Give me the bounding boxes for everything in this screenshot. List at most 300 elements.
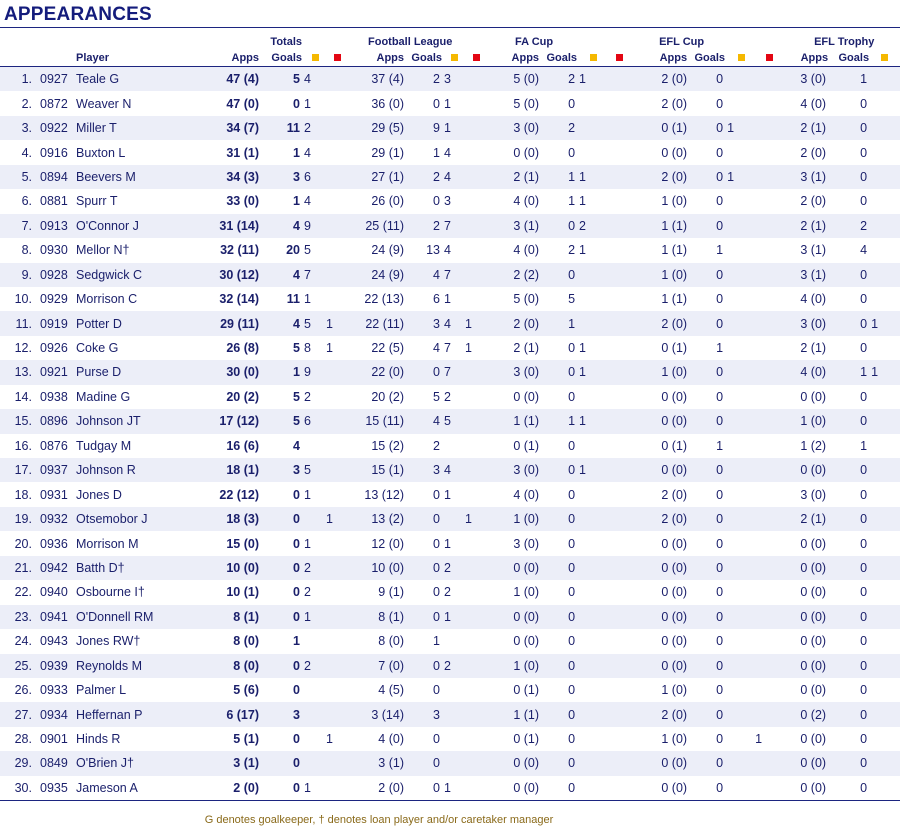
totals-apps: 18 (3)	[211, 507, 265, 531]
efl-cup-yellow	[727, 654, 755, 678]
league-goals: 2	[408, 214, 444, 238]
totals-goals: 0	[265, 654, 304, 678]
fa-cup-goals: 0	[568, 487, 576, 502]
league-apps: 4 (0)	[378, 732, 404, 747]
efl-cup-apps: 0 (0)	[631, 776, 691, 801]
squad-code: 0896	[36, 409, 76, 433]
totals-apps: 20 (2)	[226, 389, 259, 404]
league-apps: 27 (1)	[348, 165, 408, 189]
row-number: 7.	[0, 214, 36, 238]
player-name: Teale G	[76, 67, 211, 92]
league-goals: 3	[408, 458, 444, 482]
player-name: Weaver N	[76, 96, 132, 111]
efl-cup-yellow	[727, 776, 755, 801]
squad-code: 0919	[36, 311, 76, 335]
trophy-apps: 0 (0)	[784, 556, 830, 580]
league-red	[465, 189, 487, 213]
table-row	[0, 67, 900, 92]
squad-code: 0881	[40, 194, 68, 209]
fa-cup-yellow: 1	[579, 341, 586, 356]
efl-cup-yellow	[727, 360, 755, 384]
fa-cup-apps: 5 (0)	[513, 292, 540, 307]
totals-goals: 0	[293, 585, 300, 600]
fa-cup-goals: 0	[568, 536, 576, 551]
fa-cup-goals: 0	[568, 341, 576, 356]
totals-goals: 0	[265, 751, 304, 775]
trophy-apps: 2 (1)	[784, 507, 830, 531]
league-goals: 0	[433, 683, 440, 698]
league-apps: 22 (5)	[371, 341, 404, 356]
efl-cup-goals: 0	[691, 751, 727, 775]
table-row	[0, 751, 900, 775]
player-name: Hinds R	[76, 732, 121, 747]
efl-cup-yellow	[727, 189, 755, 213]
league-red	[465, 556, 487, 580]
efl-cup-red	[755, 263, 784, 287]
fa-cup-yellow: 1	[579, 165, 607, 189]
league-goals: 13	[426, 243, 440, 258]
totals-red: 1	[326, 311, 348, 335]
fa-cup-red	[607, 458, 631, 482]
trophy-goals: 0	[830, 702, 871, 726]
league-yellow: 3	[444, 67, 465, 92]
col-header-apps: Apps	[800, 52, 829, 64]
totals-red	[326, 482, 348, 506]
league-goals: 0	[433, 536, 440, 551]
totals-yellow	[304, 434, 326, 458]
trophy-yellow	[871, 482, 898, 506]
group-header-efl-trophy: EFL Trophy	[814, 36, 875, 48]
trophy-yellow	[871, 214, 898, 238]
trophy-goals: 0	[860, 585, 868, 600]
efl-cup-apps: 0 (0)	[631, 458, 691, 482]
squad-code: 0938	[40, 389, 68, 404]
efl-cup-apps: 2 (0)	[631, 67, 691, 92]
fa-cup-goals: 1	[543, 165, 579, 189]
league-yellow	[444, 629, 465, 653]
totals-red	[326, 263, 348, 287]
player-name: O'Brien J†	[76, 751, 211, 775]
trophy-goals: 1	[830, 67, 871, 92]
efl-cup-goals: 0	[691, 409, 727, 433]
totals-apps: 22 (12)	[219, 487, 259, 502]
fa-cup-red	[607, 165, 631, 189]
league-goals: 0	[433, 487, 440, 502]
fa-cup-yellow	[579, 263, 607, 287]
fa-cup-goals: 0	[543, 605, 579, 629]
trophy-goals: 0	[830, 116, 871, 140]
league-red	[465, 67, 487, 92]
efl-cup-red	[755, 531, 784, 555]
fa-cup-yellow	[579, 91, 607, 115]
league-goals: 4	[408, 263, 444, 287]
row-number: 1.	[0, 67, 36, 92]
league-goals: 0	[433, 732, 440, 747]
trophy-goals: 0	[860, 145, 868, 160]
fa-cup-goals: 0	[543, 776, 579, 801]
efl-cup-yellow	[727, 458, 755, 482]
table-row	[0, 263, 900, 287]
fa-cup-apps: 4 (0)	[513, 487, 540, 502]
row-number: 16.	[14, 438, 32, 453]
trophy-goals: 0	[830, 751, 871, 775]
row-number: 18.	[14, 487, 32, 502]
totals-red: 1	[326, 732, 333, 747]
efl-cup-yellow	[727, 556, 755, 580]
trophy-goals: 0	[830, 776, 871, 801]
row-number: 8.	[21, 243, 32, 258]
league-red	[465, 702, 487, 726]
trophy-apps: 2 (1)	[784, 116, 830, 140]
totals-yellow: 5	[304, 311, 326, 335]
totals-red	[326, 91, 348, 115]
league-red	[465, 214, 487, 238]
fa-cup-apps: 2 (1)	[487, 165, 543, 189]
league-red	[465, 409, 487, 433]
row-number: 20.	[14, 536, 32, 551]
player-name: Johnson R	[76, 458, 211, 482]
efl-cup-goals: 0	[691, 165, 727, 189]
totals-goals: 5	[293, 389, 300, 404]
league-red	[465, 434, 487, 458]
league-apps: 2 (0)	[348, 776, 408, 801]
fa-cup-yellow	[579, 385, 607, 409]
fa-cup-yellow	[579, 482, 607, 506]
row-number: 23.	[0, 605, 36, 629]
totals-apps: 8 (1)	[211, 605, 265, 629]
fa-cup-yellow: 1	[579, 360, 607, 384]
totals-yellow: 1	[304, 292, 311, 307]
fa-cup-yellow: 1	[579, 194, 586, 209]
fa-cup-red	[607, 140, 631, 164]
league-goals: 0	[408, 751, 444, 775]
efl-cup-apps: 0 (1)	[661, 438, 688, 453]
table-row	[0, 458, 900, 482]
league-red	[465, 458, 487, 482]
league-apps: 24 (9)	[348, 263, 408, 287]
player-name: Jones D	[76, 487, 122, 502]
totals-yellow: 7	[304, 263, 326, 287]
appearances-table	[0, 34, 900, 801]
row-number: 14.	[14, 389, 32, 404]
totals-apps: 33 (0)	[226, 194, 259, 209]
col-header-apps: Apps	[511, 52, 540, 64]
efl-cup-red	[755, 409, 784, 433]
totals-red	[326, 409, 348, 433]
trophy-yellow	[871, 189, 898, 213]
efl-cup-apps: 2 (0)	[631, 702, 691, 726]
fa-cup-apps: 5 (0)	[513, 96, 540, 111]
efl-cup-apps: 0 (0)	[631, 654, 691, 678]
fa-cup-yellow: 1	[579, 243, 586, 258]
totals-red	[326, 580, 348, 604]
league-yellow: 4	[444, 145, 451, 160]
league-goals: 1	[433, 145, 440, 160]
trophy-apps: 0 (0)	[800, 683, 827, 698]
league-yellow: 1	[444, 487, 451, 502]
efl-cup-red	[755, 507, 784, 531]
totals-red	[326, 140, 348, 164]
league-goals: 0	[433, 585, 440, 600]
efl-cup-yellow	[727, 751, 755, 775]
table-row	[0, 311, 900, 335]
trophy-goals: 0	[830, 605, 871, 629]
efl-cup-red	[755, 360, 784, 384]
trophy-goals: 0	[830, 458, 871, 482]
trophy-yellow: 1	[871, 311, 898, 335]
fa-cup-yellow	[579, 678, 607, 702]
fa-cup-apps: 1 (0)	[487, 654, 543, 678]
totals-yellow	[304, 507, 326, 531]
league-red	[465, 751, 487, 775]
league-apps: 15 (2)	[371, 438, 404, 453]
totals-goals: 1	[293, 634, 300, 649]
efl-cup-goals: 0	[691, 311, 727, 335]
row-number: 5.	[0, 165, 36, 189]
fa-cup-goals: 0	[543, 214, 579, 238]
fa-cup-apps: 0 (0)	[513, 145, 540, 160]
efl-cup-red	[755, 91, 784, 115]
league-apps: 26 (0)	[371, 194, 404, 209]
fa-cup-red	[607, 702, 631, 726]
efl-cup-yellow	[727, 531, 755, 555]
fa-cup-apps: 1 (0)	[513, 585, 540, 600]
totals-apps: 32 (11)	[220, 243, 259, 258]
league-red	[465, 727, 487, 751]
trophy-yellow	[871, 336, 898, 360]
league-yellow: 5	[444, 409, 465, 433]
efl-cup-goals: 0	[716, 732, 724, 747]
trophy-yellow	[871, 776, 898, 801]
trophy-yellow	[871, 458, 898, 482]
row-number: 21.	[0, 556, 36, 580]
efl-cup-goals: 0	[716, 585, 724, 600]
trophy-yellow	[871, 409, 898, 433]
league-apps: 4 (5)	[378, 683, 404, 698]
table-row	[0, 165, 900, 189]
fa-cup-red	[607, 482, 631, 506]
row-number: 24.	[14, 634, 32, 649]
totals-goals: 4	[265, 214, 304, 238]
efl-cup-yellow	[727, 67, 755, 92]
row-number: 3.	[0, 116, 36, 140]
player-name: O'Connor J	[76, 214, 211, 238]
fa-cup-yellow	[579, 654, 607, 678]
league-yellow: 1	[444, 292, 451, 307]
efl-cup-yellow	[727, 238, 755, 262]
fa-cup-red	[607, 67, 631, 92]
player-name: Batth D†	[76, 556, 211, 580]
trophy-yellow: 1	[871, 360, 898, 384]
efl-cup-red	[755, 165, 784, 189]
player-name: Johnson JT	[76, 409, 211, 433]
efl-cup-yellow	[727, 629, 755, 653]
league-yellow	[444, 507, 465, 531]
trophy-apps: 0 (0)	[800, 732, 827, 747]
fa-cup-apps: 3 (0)	[513, 536, 540, 551]
page-title: APPEARANCES	[4, 4, 152, 25]
totals-yellow: 8	[304, 341, 311, 356]
totals-goals: 0	[265, 507, 304, 531]
league-apps: 22 (0)	[348, 360, 408, 384]
fa-cup-red	[607, 116, 631, 140]
efl-cup-apps: 0 (0)	[631, 751, 691, 775]
efl-cup-goals: 0	[716, 683, 724, 698]
league-goals: 0	[408, 776, 444, 801]
squad-code: 0941	[36, 605, 76, 629]
fa-cup-red	[607, 580, 631, 604]
efl-cup-apps: 0 (0)	[631, 605, 691, 629]
totals-yellow: 1	[304, 96, 311, 111]
efl-cup-apps: 2 (0)	[661, 487, 688, 502]
fa-cup-goals: 0	[568, 438, 576, 453]
totals-apps: 8 (0)	[211, 654, 265, 678]
table-row	[0, 409, 900, 433]
totals-yellow: 1	[304, 536, 311, 551]
trophy-goals: 0	[830, 311, 871, 335]
league-red	[465, 360, 487, 384]
fa-cup-apps: 0 (0)	[513, 634, 540, 649]
efl-cup-apps: 1 (0)	[631, 263, 691, 287]
player-name: Reynolds M	[76, 654, 211, 678]
totals-goals: 3	[265, 165, 304, 189]
player-name: Mellor N†	[76, 243, 130, 258]
league-apps: 22 (13)	[364, 292, 404, 307]
league-yellow: 4	[444, 243, 451, 258]
fa-cup-apps: 3 (0)	[487, 360, 543, 384]
league-yellow: 7	[444, 214, 465, 238]
squad-code: 0927	[36, 67, 76, 92]
efl-cup-goals: 0	[716, 96, 724, 111]
squad-code: 0921	[36, 360, 76, 384]
league-apps: 25 (11)	[348, 214, 408, 238]
squad-code: 0876	[40, 438, 68, 453]
totals-apps: 5 (6)	[233, 683, 259, 698]
trophy-yellow	[871, 580, 898, 604]
efl-cup-apps: 2 (0)	[631, 507, 691, 531]
totals-yellow: 6	[304, 165, 326, 189]
totals-yellow: 6	[304, 409, 326, 433]
efl-cup-red	[755, 605, 784, 629]
fa-cup-apps: 0 (0)	[487, 605, 543, 629]
fa-cup-goals: 0	[543, 360, 579, 384]
efl-cup-red	[755, 385, 784, 409]
squad-code: 0930	[40, 243, 68, 258]
group-header-efl-cup: EFL Cup	[659, 36, 705, 48]
league-apps: 15 (11)	[348, 409, 408, 433]
trophy-goals: 0	[830, 263, 871, 287]
totals-goals: 20	[286, 243, 300, 258]
efl-cup-apps: 0 (0)	[661, 145, 688, 160]
fa-cup-red	[607, 629, 631, 653]
league-goals: 0	[408, 654, 444, 678]
trophy-apps: 0 (0)	[784, 751, 830, 775]
league-apps: 37 (4)	[348, 67, 408, 92]
efl-cup-goals: 0	[691, 654, 727, 678]
efl-cup-apps: 0 (0)	[661, 536, 688, 551]
league-goals: 3	[408, 311, 444, 335]
fa-cup-goals: 5	[568, 292, 576, 307]
totals-apps: 30 (12)	[211, 263, 265, 287]
efl-cup-yellow: 1	[727, 165, 755, 189]
table-row	[0, 214, 900, 238]
squad-code: 0936	[40, 536, 68, 551]
fa-cup-apps: 2 (1)	[513, 341, 540, 356]
fa-cup-red	[607, 360, 631, 384]
totals-red	[326, 654, 348, 678]
fa-cup-red	[607, 238, 631, 262]
trophy-yellow	[871, 67, 898, 92]
row-number: 2.	[21, 96, 32, 111]
fa-cup-apps: 4 (0)	[513, 194, 540, 209]
efl-cup-goals: 0	[716, 145, 724, 160]
totals-red	[326, 702, 348, 726]
efl-cup-yellow: 1	[727, 116, 755, 140]
fa-cup-goals: 0	[543, 458, 579, 482]
col-header-goals: Goals	[546, 52, 578, 64]
efl-cup-red	[755, 67, 784, 92]
totals-goals: 0	[293, 96, 300, 111]
table-row	[0, 482, 900, 506]
league-red	[465, 776, 487, 801]
efl-cup-apps: 0 (1)	[631, 116, 691, 140]
trophy-goals: 1	[860, 438, 868, 453]
fa-cup-apps: 0 (1)	[513, 683, 540, 698]
table-row	[0, 287, 900, 311]
table-row	[0, 116, 900, 140]
totals-goals: 0	[293, 536, 300, 551]
league-yellow	[444, 434, 465, 458]
squad-code: 0926	[40, 341, 68, 356]
totals-apps: 2 (0)	[211, 776, 265, 801]
league-yellow	[444, 702, 465, 726]
squad-code: 0935	[36, 776, 76, 801]
row-number: 15.	[0, 409, 36, 433]
totals-goals: 4	[293, 438, 300, 453]
efl-cup-goals: 1	[716, 243, 724, 258]
trophy-yellow	[871, 116, 898, 140]
league-red: 1	[465, 311, 487, 335]
efl-cup-apps: 1 (0)	[661, 683, 688, 698]
efl-cup-goals: 0	[691, 507, 727, 531]
league-red	[465, 678, 487, 702]
fa-cup-red	[607, 507, 631, 531]
trophy-apps: 2 (1)	[800, 341, 827, 356]
fa-cup-yellow	[579, 434, 607, 458]
league-yellow: 1	[444, 605, 465, 629]
trophy-apps: 3 (0)	[800, 487, 827, 502]
efl-cup-red	[755, 434, 784, 458]
player-name: Osbourne I†	[76, 585, 145, 600]
league-yellow: 4	[444, 458, 465, 482]
fa-cup-goals: 0	[543, 654, 579, 678]
totals-red	[326, 385, 348, 409]
efl-cup-red	[755, 776, 784, 801]
league-apps: 12 (0)	[371, 536, 404, 551]
trophy-apps: 0 (0)	[800, 536, 827, 551]
player-name: Morrison C	[76, 292, 138, 307]
trophy-goals: 0	[830, 654, 871, 678]
efl-cup-red	[755, 140, 784, 164]
fa-cup-apps: 1 (1)	[487, 409, 543, 433]
table-row	[0, 629, 900, 653]
fa-cup-goals: 2	[543, 116, 579, 140]
league-yellow	[444, 678, 465, 702]
efl-cup-goals: 0	[691, 458, 727, 482]
efl-cup-apps: 1 (1)	[661, 292, 688, 307]
fa-cup-apps: 0 (0)	[487, 751, 543, 775]
row-number: 9.	[0, 263, 36, 287]
